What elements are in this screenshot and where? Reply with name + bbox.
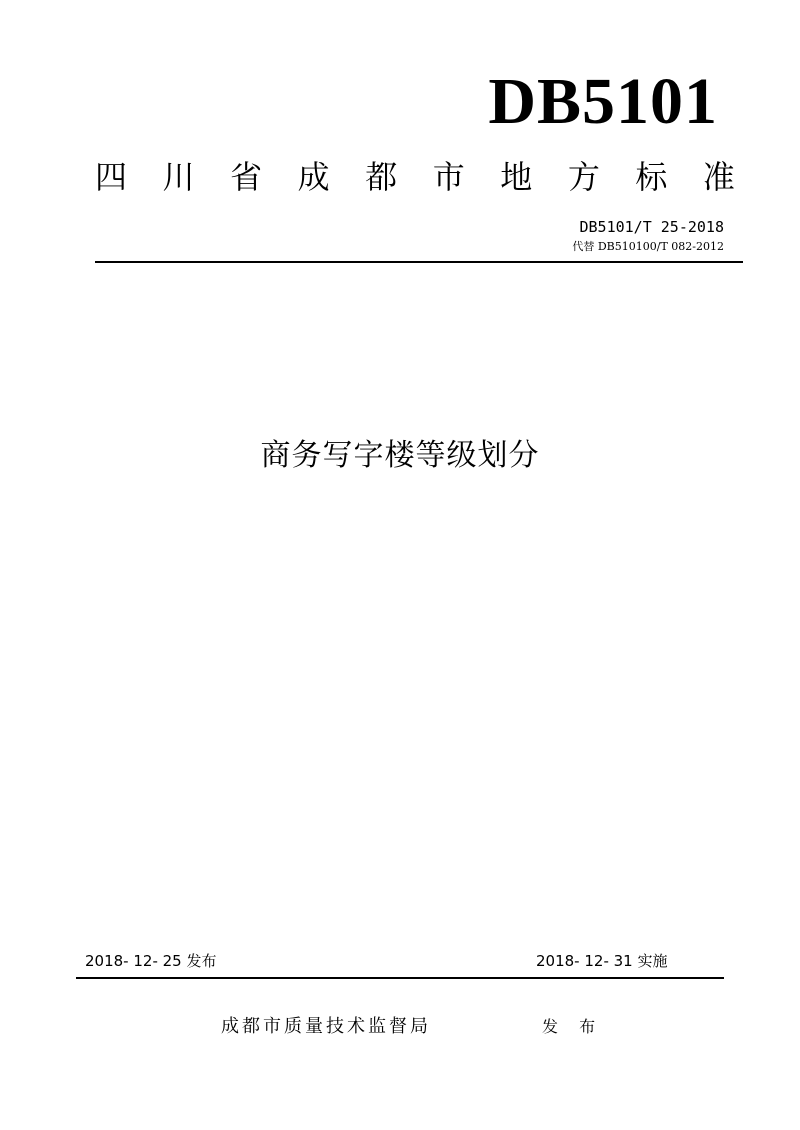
category-char: 方 xyxy=(567,158,600,196)
category-char: 地 xyxy=(500,158,533,196)
standard-category xyxy=(95,155,735,199)
category-char: 川 xyxy=(162,158,195,196)
issuing-authority: 成都市质量技术监督局 xyxy=(221,1016,431,1037)
implementation-date: 2018- 12- 31 实施 xyxy=(536,952,668,970)
standard-number: DB5101/T 25-2018 xyxy=(579,218,724,236)
category-char: 省 xyxy=(230,158,263,196)
category-char: 都 xyxy=(365,158,398,196)
category-char: 四 xyxy=(95,158,128,196)
category-char: 准 xyxy=(702,158,735,196)
replaces-note: 代替 DB510100/T 082-2012 xyxy=(572,240,724,253)
standard-code-logo: DB5101 xyxy=(488,65,718,138)
category-char: 成 xyxy=(297,158,330,196)
category-char: 市 xyxy=(432,158,465,196)
footer-divider xyxy=(76,977,724,979)
issue-label: 发 布 xyxy=(542,1017,604,1036)
document-title: 商务写字楼等级划分 xyxy=(260,438,540,473)
header-divider xyxy=(95,261,743,263)
issue-date: 2018- 12- 25 发布 xyxy=(85,952,217,970)
category-char: 标 xyxy=(635,158,668,196)
